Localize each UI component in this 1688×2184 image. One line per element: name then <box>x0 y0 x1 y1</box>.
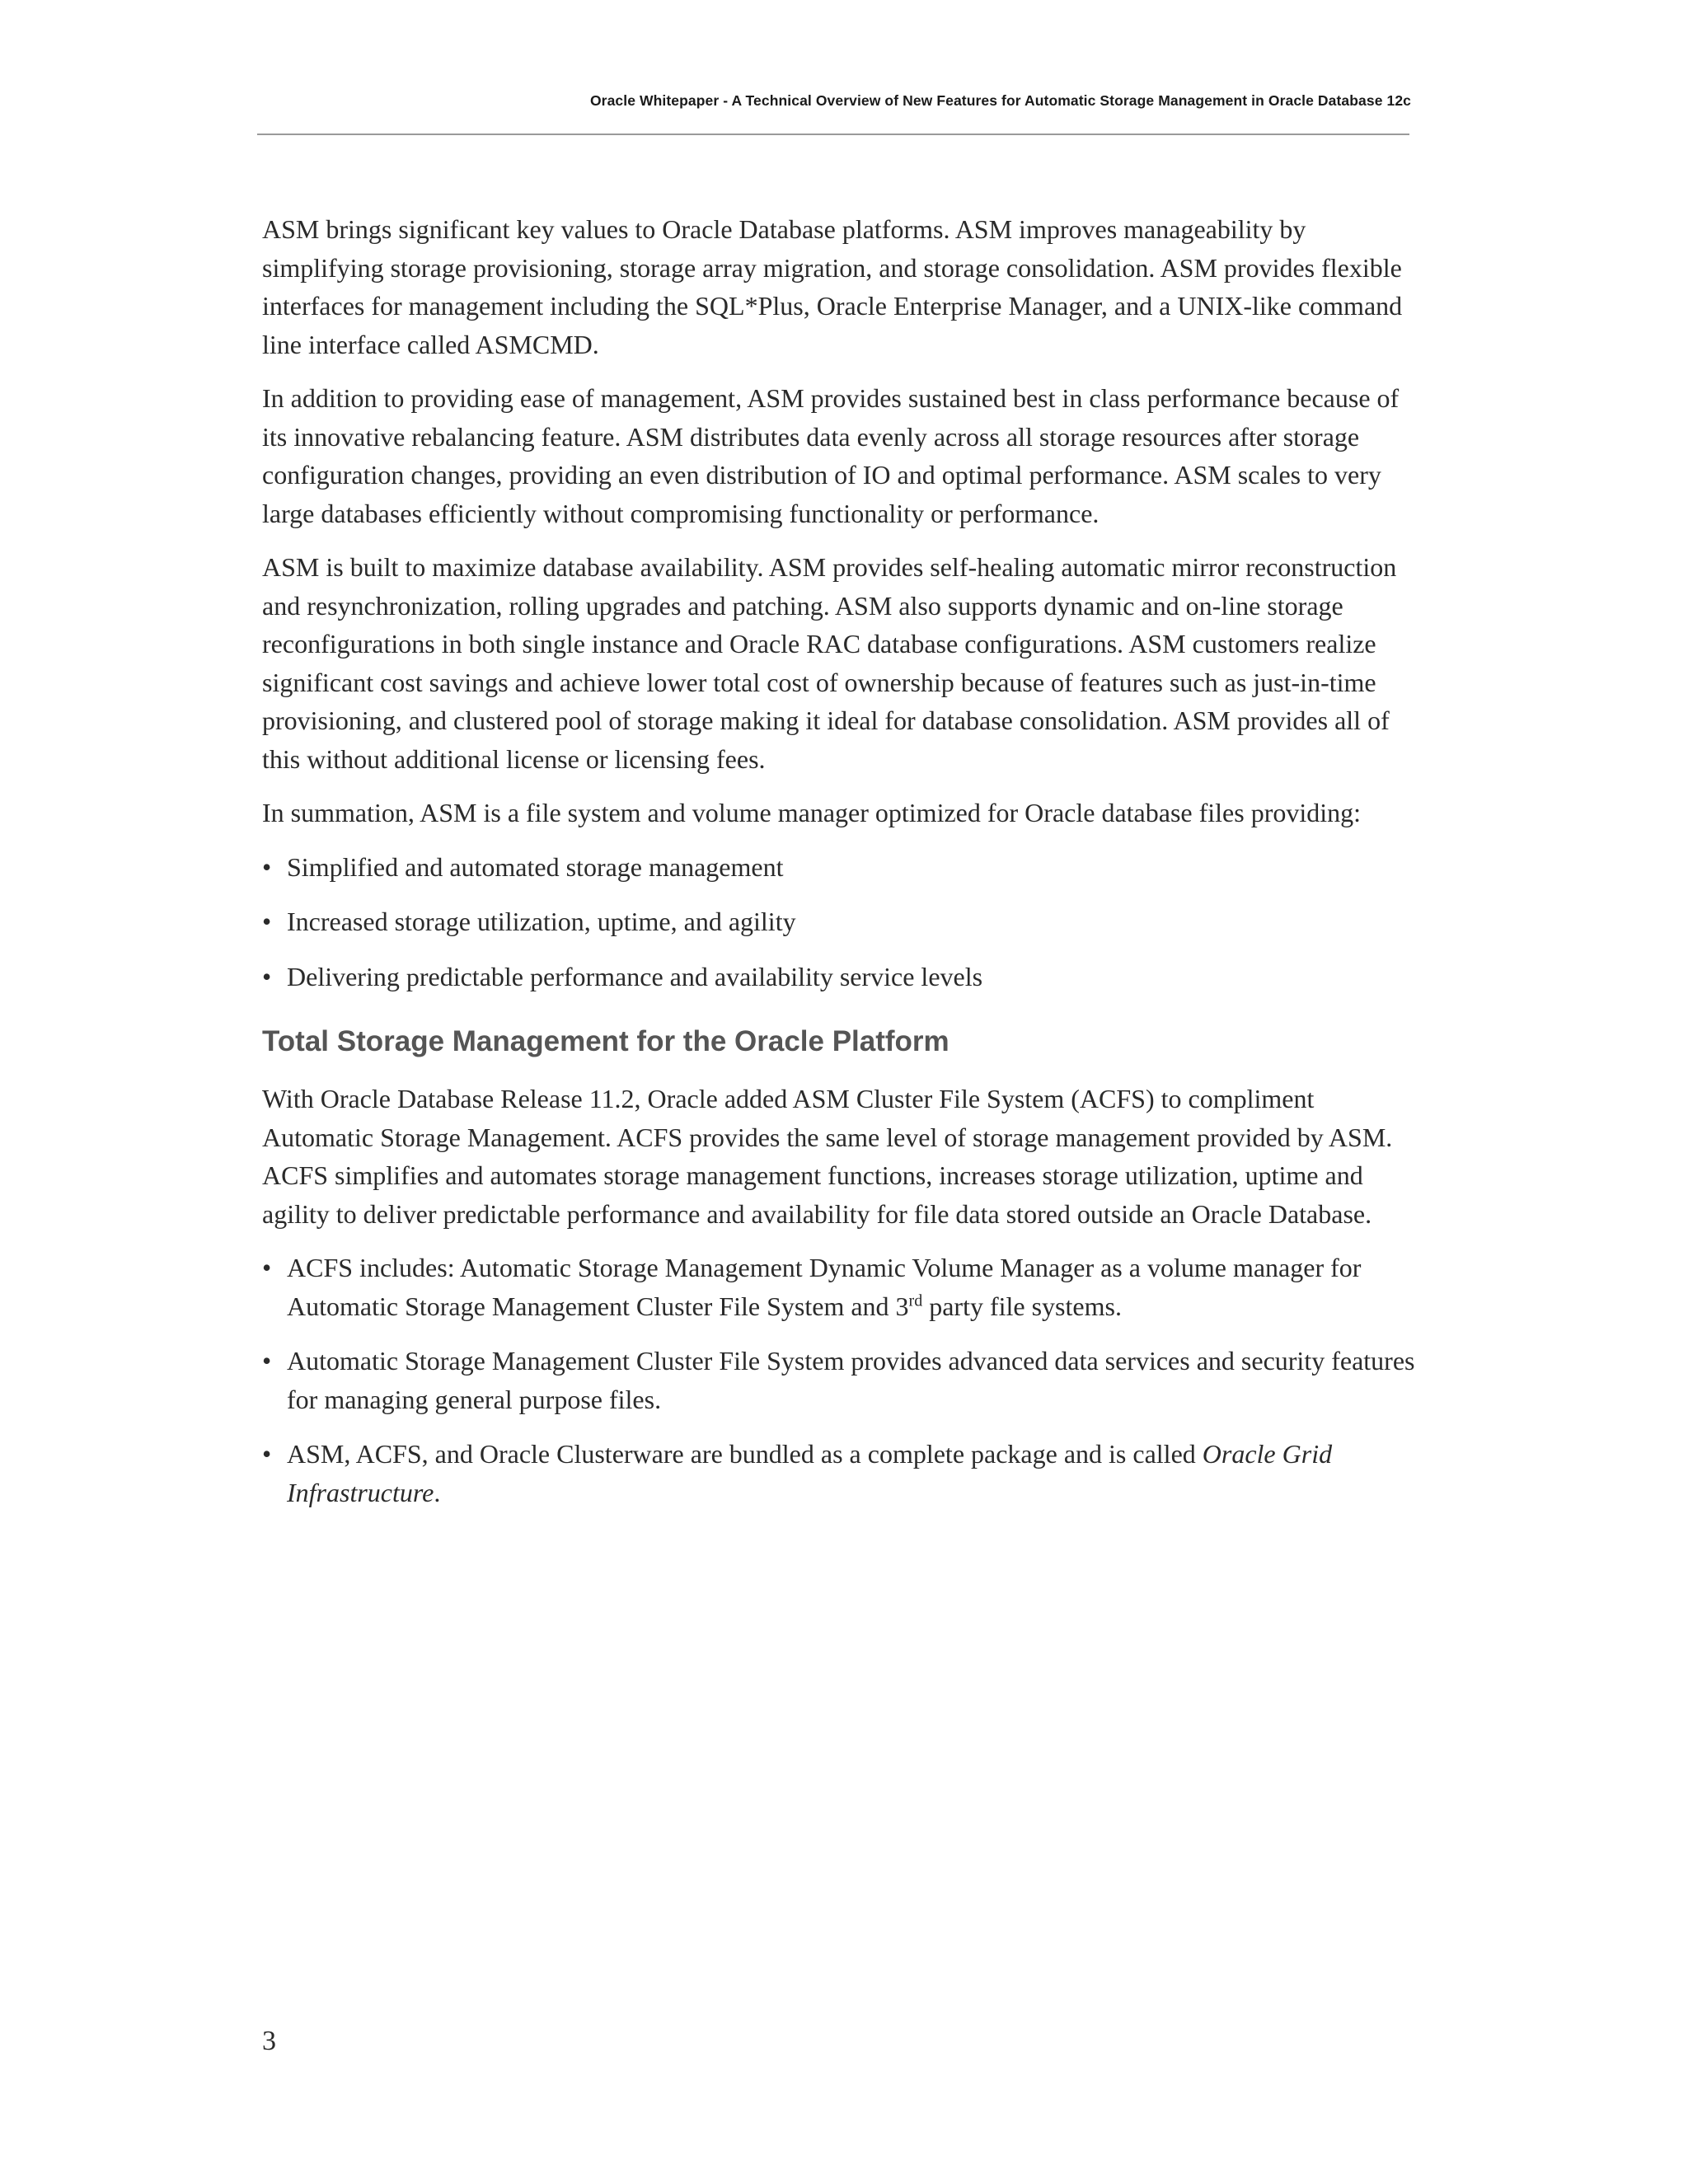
list-item-text: Simplified and automated storage management <box>287 851 784 882</box>
paragraph-acfs-intro: With Oracle Database Release 11.2, Oracle added ASM Cluster File System (ACFS) to compliment Automatic Storage Management. ACFS provides the same level of storage management provided by ASM. ACFS simplifies and automates storage management functions, increases storage utilization, uptime and agility to deliver predictable performance and availability for file data stored outside an Oracle Database. <box>262 1084 1393 1229</box>
page-number: 3 <box>262 2026 276 2056</box>
bullet-icon: • <box>262 1439 272 1469</box>
acfs-bullet-list <box>262 1249 1416 1511</box>
list-item-text: Increased storage utilization, uptime, and agility <box>287 907 796 936</box>
bullet-icon: • <box>262 1346 272 1376</box>
section-heading: Total Storage Management for the Oracle Platform <box>262 1025 950 1057</box>
list-item <box>262 1342 1416 1418</box>
list-item <box>262 958 1416 996</box>
list-item-text-part: ASM, ACFS, and Oracle Clusterware are bundled as a complete package and is called <box>287 1439 1203 1469</box>
header-divider <box>257 134 1409 135</box>
paragraph-summation: In summation, ASM is a file system and volume manager optimized for Oracle database files providing: <box>262 798 1362 827</box>
list-item-text: Automatic Storage Management Cluster File System provides advanced data services and security features for managing general purpose files. <box>287 1346 1415 1414</box>
bullet-icon: • <box>262 907 272 936</box>
list-item-text-part: ACFS includes: Automatic Storage Management Dynamic Volume Manager as a volume manager for Automatic Storage Management Cluster File System and 3 <box>287 1253 1362 1321</box>
list-item <box>262 902 1416 941</box>
product-name-italic: Oracle Grid Infrastructure <box>287 1439 1333 1507</box>
list-item-text: Delivering predictable performance and availability service levels <box>287 961 983 991</box>
bullet-icon: • <box>262 1253 272 1282</box>
superscript-ordinal: rd <box>908 1291 923 1310</box>
list-item-text-part: . <box>434 1477 441 1507</box>
bullet-icon: • <box>262 851 272 882</box>
list-item <box>262 1435 1416 1511</box>
paragraph-asm-values: ASM brings significant key values to Oracle Database platforms. ASM improves manageability by simplifying storage provisioning, storage array migration, and storage consolidation. ASM provides flexible interfaces for management including the SQL*Plus, Oracle Enterprise Manager, and a UNIX-like command line interface called ASMCMD. <box>262 214 1403 359</box>
list-item <box>262 1249 1416 1325</box>
list-item-text-part: party file systems. <box>922 1291 1122 1321</box>
list-item <box>262 848 1416 887</box>
document-body <box>262 210 1416 1528</box>
paragraph-asm-availability: ASM is built to maximize database availability. ASM provides self-healing automatic mirror reconstruction and resynchronization, rolling upgrades and patching. ASM also supports dynamic and on-line storage reconfigurations in both single instance and Oracle RAC database configurations. ASM customers realize significant cost savings and achieve lower total cost of ownership because of features such as just-in-time provisioning, and clustered pool of storage making it ideal for database consolidation. ASM provides all of this without additional license or licensing fees. <box>262 552 1397 774</box>
page-header-title: Oracle Whitepaper - A Technical Overview of New Features for Automatic Storage Management in Oracle Database 12c <box>589 92 1411 109</box>
paragraph-asm-performance: In addition to providing ease of management, ASM provides sustained best in class performance because of its innovative rebalancing feature. ASM distributes data evenly across all storage resources after storage configuration changes, providing an even distribution of IO and optimal performance. ASM scales to very large databases efficiently without compromising functionality or performance. <box>262 383 1400 528</box>
bullet-icon: • <box>262 961 272 991</box>
summation-bullet-list <box>262 848 1416 996</box>
